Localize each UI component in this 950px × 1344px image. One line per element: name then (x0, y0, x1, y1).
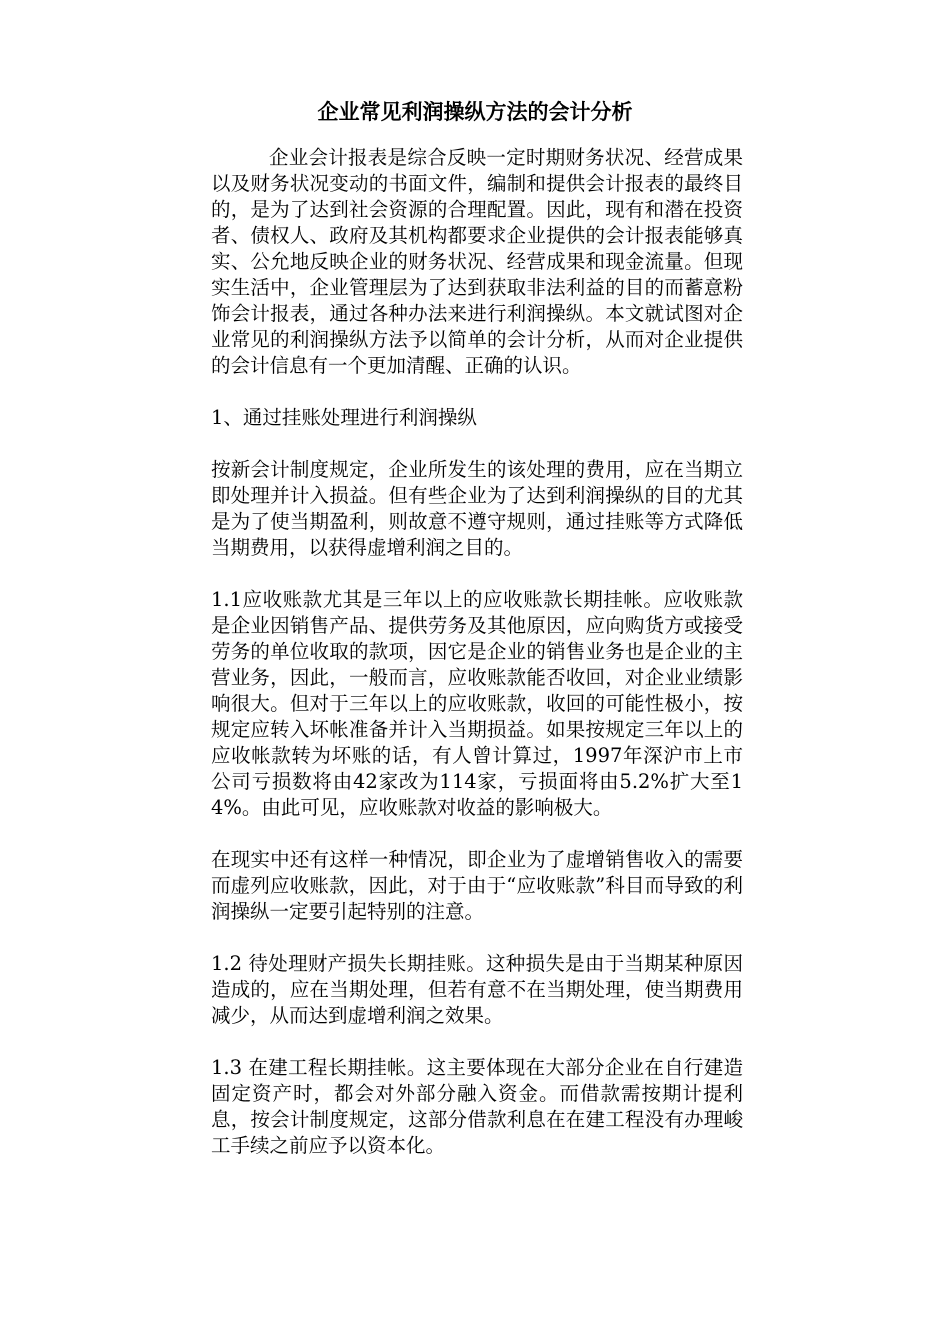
document-body (211, 145, 743, 1185)
subsection-1-1-note-paragraph: 在现实中还有这样一种情况，即企业为了虚增销售收入的需要而虚列应收账款，因此，对于由于“应收账款”科目而导致的利润操纵一定要引起特别的注意。 (211, 848, 743, 923)
section-1-paragraph: 按新会计制度规定，企业所发生的该处理的费用，应在当期立即处理并计入损益。但有些企业为了达到利润操纵的目的尤其是为了使当期盈利，则故意不遵守规则，通过挂账等方式降低当期费用，以获得虚增利润之目的。 (211, 458, 743, 559)
document-title: 企业常见利润操纵方法的会计分析 (317, 99, 633, 124)
section-heading-1: 1、通过挂账处理进行利润操纵 (211, 406, 477, 429)
subsection-1-1-paragraph: 1.1应收账款尤其是三年以上的应收账款长期挂帐。应收账款是企业因销售产品、提供劳务及其他原因，应向购货方或接受劳务的单位收取的款项，因它是企业的销售业务也是企业的主营业务，因此，一般而言，应收账款能否收回，对企业业绩影响很大。但对于三年以上的应收账款，收回的可能性极小，按规定应转入坏帐准备并计入当期损益。如果按规定三年以上的应收帐款转为坏账的话，有人曾计算过，1997年深沪市上市公司亏损数将由42家改为114家，亏损面将由5.2%扩大至14%。由此可见，应收账款对收益的影响极大。 (211, 588, 743, 819)
intro-paragraph: 企业会计报表是综合反映一定时期财务状况、经营成果以及财务状况变动的书面文件，编制和提供会计报表的最终目的，是为了达到社会资源的合理配置。因此，现有和潜在投资者、债权人、政府及其机构都要求企业提供的会计报表能够真实、公允地反映企业的财务状况、经营成果和现金流量。但现实生活中，企业管理层为了达到获取非法利益的目的而蓄意粉饰会计报表，通过各种办法来进行利润操纵。本文就试图对企业常见的利润操纵方法予以简单的会计分析，从而对企业提供的会计信息有一个更加清醒、正确的认识。 (211, 146, 743, 377)
subsection-1-2-paragraph: 1.2 待处理财产损失长期挂账。这种损失是由于当期某种原因造成的，应在当期处理，但若有意不在当期处理，使当期费用减少，从而达到虚增利润之效果。 (211, 952, 743, 1027)
subsection-1-3-paragraph: 1.3 在建工程长期挂帐。这主要体现在大部分企业在自行建造固定资产时，都会对外部分融入资金。而借款需按期计提利息，按会计制度规定，这部分借款利息在在建工程没有办理峻工手续之前应予以资本化。 (211, 1056, 743, 1157)
